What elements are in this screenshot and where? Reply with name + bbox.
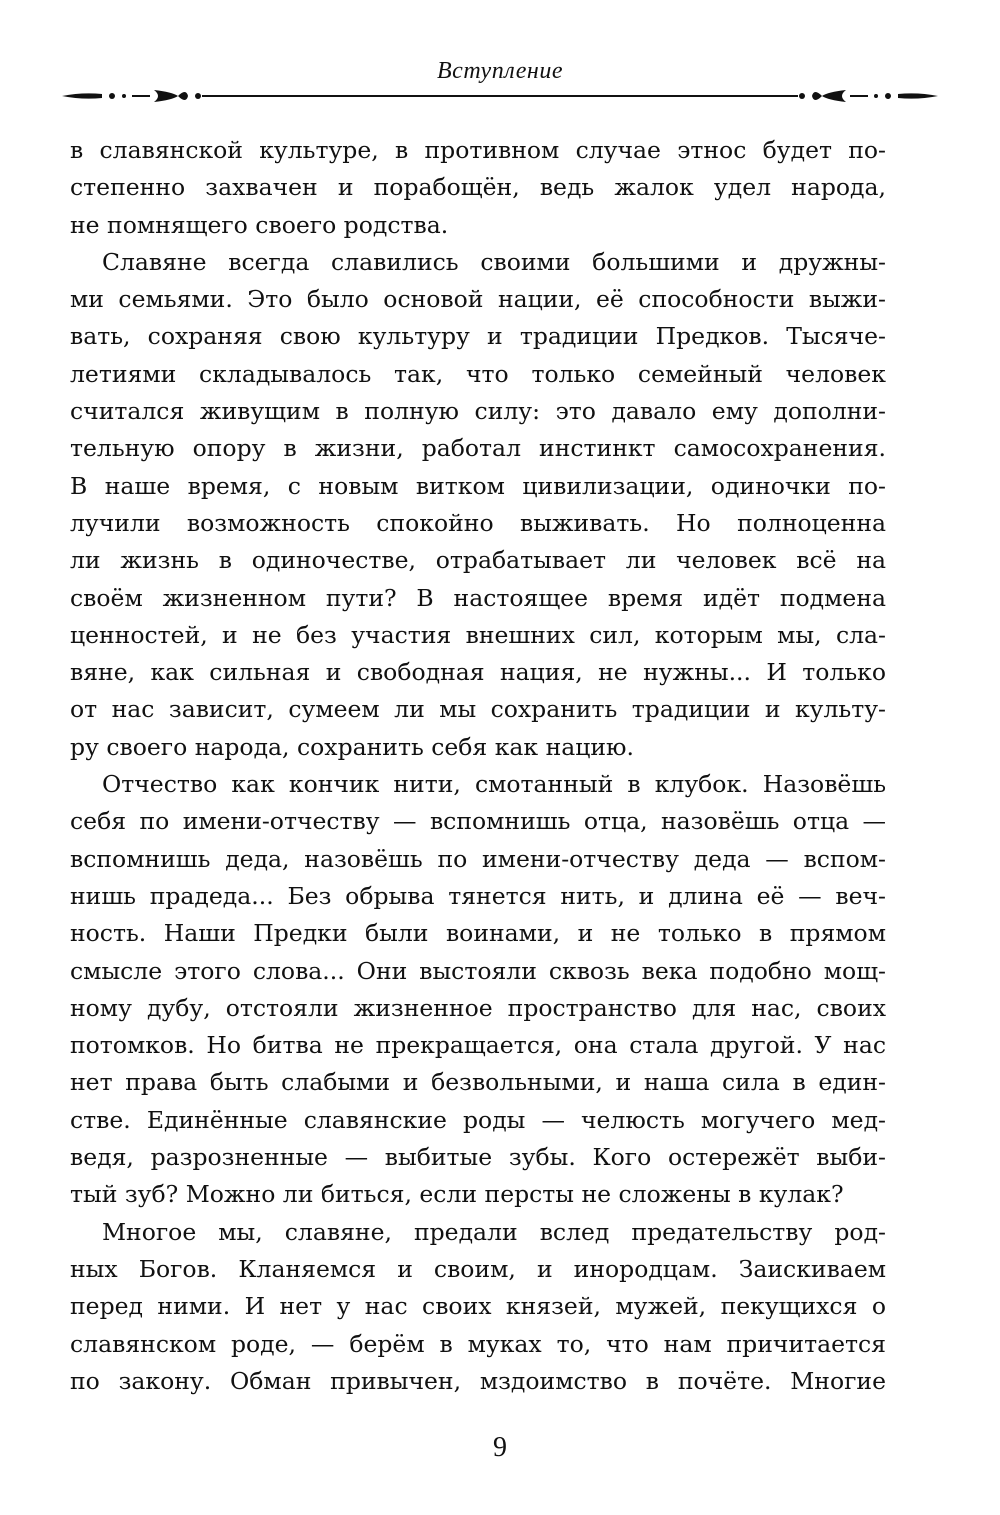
text-line: ных Богов. Кланяемся и своим, и инородцам. Заискиваем	[70, 1254, 886, 1283]
running-head: Вступление	[437, 58, 563, 84]
text-line: вать, сохраняя свою культуру и традиции Предков. Тысяче-	[70, 322, 886, 351]
text-line: ли жизнь в одиночестве, отрабатывает ли человек всё на	[70, 546, 886, 575]
text-line: Славяне всегда славились своими большими и дружны-	[102, 247, 886, 276]
text-line: славянском роде, — берём в муках то, что нам причитается	[70, 1329, 886, 1358]
text-line: в славянской культуре, в противном случае этнос будет по-	[70, 136, 886, 164]
text-line: перед ними. И нет у нас своих князей, мужей, пекущихся о	[70, 1292, 886, 1321]
text-line: своём жизненном пути? В настоящее время идёт подмена	[70, 583, 886, 612]
text-line: ру своего народа, сохранить себя как нацию.	[70, 732, 634, 761]
ornamental-rule-icon	[62, 80, 938, 112]
text-line: нишь прадеда... Без обрыва тянется нить, и длина её — веч-	[70, 881, 886, 910]
text-line: В наше время, с новым витком цивилизации, одиночки по-	[70, 471, 886, 500]
text-line: вяне, как сильная и свободная нация, не нужны... И только	[70, 658, 886, 687]
page-number: 9	[493, 1432, 507, 1463]
text-line: лучили возможность спокойно выживать. Но полноценна	[70, 508, 886, 537]
text-line: от нас зависит, сумеем ли мы сохранить традиции и культу-	[70, 695, 886, 724]
text-line: ценностей, и не без участия внешних сил, которым мы, сла-	[70, 620, 886, 649]
text-line: себя по имени-отчеству — вспомнишь отца, назовёшь отца —	[70, 807, 886, 836]
text-line: вспомнишь деда, назовёшь по имени-отчеству деда — вспом-	[70, 844, 886, 873]
text-line: степенно захвачен и порабощён, ведь жалок удел народа,	[70, 173, 886, 202]
text-line: потомков. Но битва не прекращается, она стала другой. У нас	[70, 1031, 886, 1060]
text-line: ведя, разрозненные — выбитые зубы. Кого остережёт выби-	[70, 1143, 886, 1172]
text-line: тельную опору в жизни, работал инстинкт самосохранения.	[70, 434, 886, 463]
text-line: Отчество как кончик нити, смотанный в клубок. Назовёшь	[102, 770, 886, 799]
text-line: тый зуб? Можно ли биться, если персты не сложены в кулак?	[70, 1180, 844, 1209]
text-line: ному дубу, отстояли жизненное пространство для нас, своих	[70, 993, 886, 1022]
text-line: стве. Единённые славянские роды — челюсть могучего мед-	[70, 1105, 886, 1134]
text-line: смысле этого слова... Они выстояли сквозь века подобно мощ-	[70, 956, 886, 985]
body-text	[70, 132, 886, 1400]
text-line: Многое мы, славяне, предали вслед предательству род-	[102, 1217, 886, 1246]
text-line: считался живущим в полную силу: это давало ему дополни-	[70, 397, 886, 426]
text-line: ность. Наши Предки были воинами, и не только в прямом	[70, 919, 886, 948]
text-line: не помнящего своего родства.	[70, 210, 449, 239]
text-line: летиями складывалось так, что только семейный человек	[70, 359, 886, 388]
text-line: нет права быть слабыми и безвольными, и наша сила в един-	[70, 1068, 886, 1097]
text-line: ми семьями. Это было основой нации, её способности выжи-	[70, 285, 886, 314]
text-line: по закону. Обман привычен, мздоимство в почёте. Многие	[70, 1366, 886, 1395]
